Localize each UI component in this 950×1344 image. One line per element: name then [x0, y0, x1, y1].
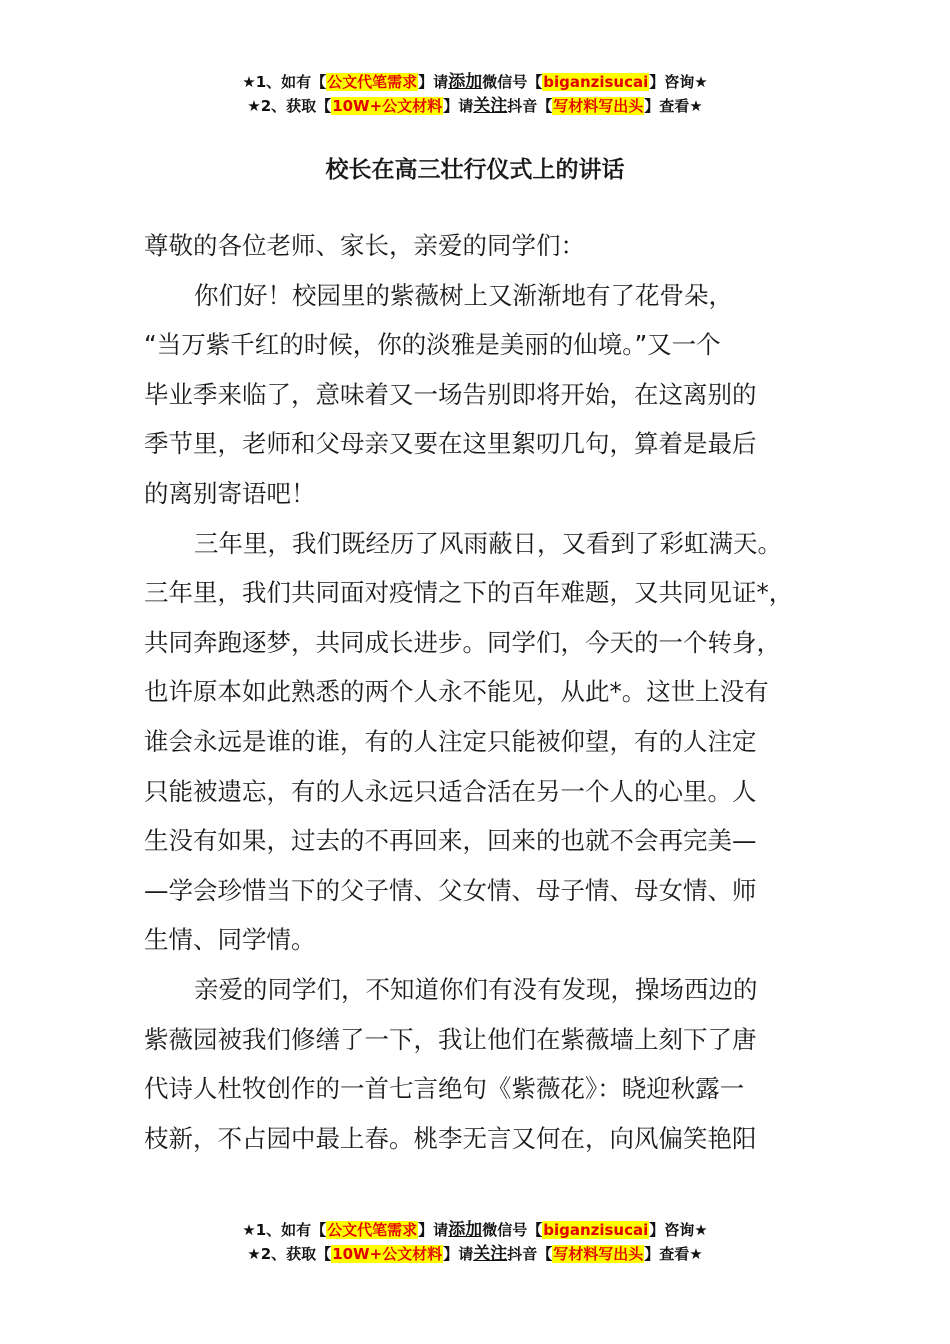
paragraph-line: 生情、同学情。 — [144, 925, 316, 955]
banner-wechat-id: biganzisucai — [543, 73, 649, 91]
banner-highlight: 10W+公文材料 — [332, 97, 443, 115]
paragraph-line: 枝新，不占园中最上春。桃李无言又何在，向风偏笑艳阳 — [144, 1123, 757, 1153]
banner-text: 】请 — [418, 1221, 449, 1239]
paragraph-line: 三年里，我们共同面对疫情之下的百年难题，又共同见证*， — [144, 578, 794, 608]
banner-line-1 — [0, 70, 950, 94]
banner-text: 】查看★ — [644, 1245, 703, 1263]
salutation — [144, 221, 804, 271]
paragraph-line: 生没有如果，过去的不再回来，回来的也就不会再完美— — [144, 826, 757, 856]
salutation-line: 尊敬的各位老师、家长，亲爱的同学们： — [144, 231, 585, 260]
paragraph-line: —学会珍惜当下的父子情、父女情、母子情、母女情、师 — [144, 875, 757, 905]
header-banner — [0, 70, 950, 118]
banner-text: 】查看★ — [644, 97, 703, 115]
banner-text: 抖音【 — [507, 97, 553, 115]
paragraph-2 — [144, 519, 804, 965]
banner-line-2 — [0, 1242, 950, 1266]
paragraph-line: 三年里，我们既经历了风雨蔽日，又看到了彩虹满天。 — [194, 528, 782, 558]
banner-text: 微信号【 — [482, 1221, 543, 1239]
paragraph-line: 季节里，老师和父母亲又要在这里絮叨几句，算着是最后 — [144, 429, 757, 459]
banner-line-2 — [0, 94, 950, 118]
banner-emphasis: 添加 — [448, 72, 483, 92]
banner-highlight: 10W+公文材料 — [332, 1245, 443, 1263]
banner-text: ★2、获取【 — [247, 1245, 332, 1263]
banner-text: ★1、如有【 — [242, 1221, 327, 1239]
paragraph-line: 共同奔跑逐梦，共同成长进步。同学们，今天的一个转身， — [144, 627, 781, 657]
paragraph-line: 紫薇园被我们修缮了一下，我让他们在紫薇墙上刻下了唐 — [144, 1024, 757, 1054]
banner-text: 】请 — [418, 73, 449, 91]
banner-emphasis: 关注 — [473, 96, 508, 116]
banner-text: ★1、如有【 — [242, 73, 327, 91]
banner-highlight: 公文代笔需求 — [327, 1221, 418, 1239]
paragraph-line: 毕业季来临了，意味着又一场告别即将开始，在这离别的 — [144, 379, 757, 409]
paragraph-line: 也许原本如此熟悉的两个人永不能见，从此*。这世上没有 — [144, 677, 769, 707]
banner-douyin-id: 写材料写出头 — [553, 1245, 644, 1263]
banner-highlight: 公文代笔需求 — [327, 73, 418, 91]
paragraph-1 — [144, 271, 804, 519]
footer-banner — [0, 1218, 950, 1266]
banner-text: 】请 — [443, 97, 474, 115]
banner-text: 抖音【 — [507, 1245, 553, 1263]
paragraph-line: 你们好！校园里的紫薇树上又渐渐地有了花骨朵， — [194, 280, 733, 310]
banner-emphasis: 添加 — [448, 1220, 483, 1240]
paragraph-line: 亲爱的同学们，不知道你们有没有发现，操场西边的 — [194, 974, 758, 1004]
paragraph-line: 谁会永远是谁的谁，有的人注定只能被仰望，有的人注定 — [144, 726, 757, 756]
paragraph-line: “当万紫千红的时候，你的淡雅是美丽的仙境。”又一个 — [144, 330, 721, 360]
document-body — [144, 221, 804, 1163]
banner-text: 】咨询★ — [649, 1221, 708, 1239]
paragraph-line: 只能被遗忘，有的人永远只适合活在另一个人的心里。人 — [144, 776, 757, 806]
banner-wechat-id: biganzisucai — [543, 1221, 649, 1239]
paragraph-line: 代诗人杜牧创作的一首七言绝句《紫薇花》：晓迎秋露一 — [144, 1074, 745, 1104]
paragraph-3 — [144, 965, 804, 1163]
banner-text: 】咨询★ — [649, 73, 708, 91]
banner-text: 】请 — [443, 1245, 474, 1263]
banner-line-1 — [0, 1218, 950, 1242]
banner-douyin-id: 写材料写出头 — [553, 97, 644, 115]
paragraph-line: 的离别寄语吧！ — [144, 478, 316, 508]
banner-emphasis: 关注 — [473, 1244, 508, 1264]
banner-text: 微信号【 — [482, 73, 543, 91]
document-title: 校长在高三壮行仪式上的讲话 — [325, 157, 625, 183]
banner-text: ★2、获取【 — [247, 97, 332, 115]
